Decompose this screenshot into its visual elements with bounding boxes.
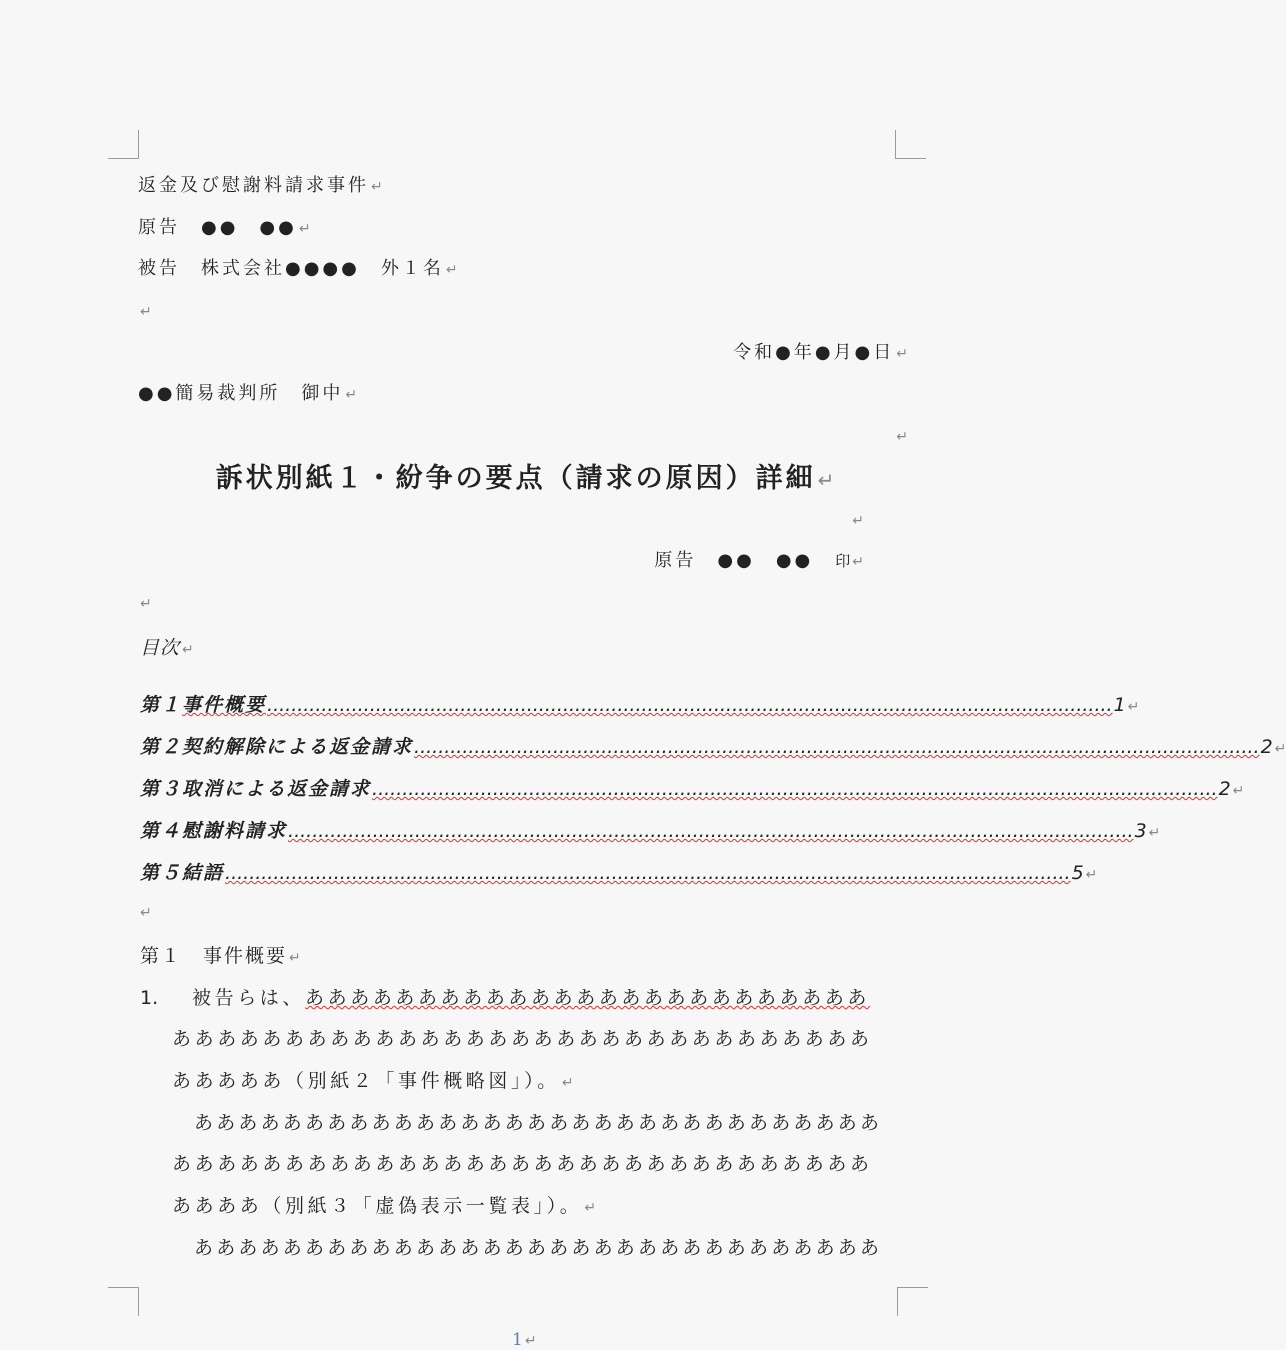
empty-line[interactable] xyxy=(138,299,152,324)
body-text: あああああああああああああああああああああああああああああああ xyxy=(194,1237,883,1259)
paragraph-mark: ↵ xyxy=(1274,741,1286,757)
body-paragraph-line[interactable] xyxy=(194,1233,882,1260)
body-paragraph-line[interactable] xyxy=(172,1066,574,1093)
document-title[interactable] xyxy=(140,456,910,495)
toc-leader-dots: ............................................................................................................................................ xyxy=(267,694,1113,716)
paragraph-mark: ↵ xyxy=(852,513,864,529)
toc-leader-dots: ............................................................................................................................................ xyxy=(372,778,1218,800)
paragraph-mark: ↵ xyxy=(1127,699,1140,715)
paragraph-mark: ↵ xyxy=(371,179,383,195)
paragraph-mark: ↵ xyxy=(140,905,152,921)
page-corner-bottom-right xyxy=(897,1287,928,1316)
paragraph-mark: ↵ xyxy=(584,1200,597,1216)
toc-entry-number: 第１ xyxy=(140,694,183,716)
page-corner-bottom-left xyxy=(108,1287,139,1316)
toc-heading[interactable] xyxy=(140,633,194,660)
signature: 原告 ●● ●● xyxy=(654,550,814,571)
paragraph-mark: ↵ xyxy=(896,429,908,445)
paragraph-mark: ↵ xyxy=(817,468,835,492)
date-line[interactable] xyxy=(140,341,908,366)
paragraph-mark: ↵ xyxy=(298,221,311,237)
empty-line[interactable] xyxy=(138,900,152,925)
paragraph-mark: ↵ xyxy=(524,1333,537,1349)
defendant: 被告 株式会社●●●● 外１名 xyxy=(138,258,444,279)
body-text: あああああああああああああああああああああああああああああああ xyxy=(194,1112,883,1134)
body-paragraph-line[interactable] xyxy=(194,1108,882,1135)
toc-entry-page: 1 xyxy=(1113,694,1126,716)
paragraph-mark: ↵ xyxy=(140,596,152,612)
paragraph-mark: ↵ xyxy=(561,1075,574,1091)
body-paragraph-line[interactable] xyxy=(172,1191,596,1218)
toc-leader-dots: ............................................................................................................................................ xyxy=(288,820,1134,842)
title-text: 訴状別紙１・紛争の要点（請求の原因）詳細 xyxy=(215,463,816,494)
toc-entry-number: 第４ xyxy=(140,820,183,842)
toc-entry-page: 5 xyxy=(1071,862,1084,884)
court: ●●簡易裁判所 御中 xyxy=(138,383,344,404)
plaintiff: 原告 ●● ●● xyxy=(138,217,297,238)
paragraph-mark: ↵ xyxy=(896,346,908,362)
body-paragraph-line[interactable] xyxy=(172,1149,873,1176)
court-line[interactable] xyxy=(138,382,357,407)
paragraph-mark: ↵ xyxy=(1085,867,1098,883)
paragraph-mark: ↵ xyxy=(1232,783,1245,799)
body-text: あああああ（別紙２「事件概略図」）。 xyxy=(172,1070,560,1092)
section-heading-text: 第１ 事件概要 xyxy=(140,945,288,967)
empty-line[interactable] xyxy=(140,424,908,449)
paragraph-lead: 被告らは、 xyxy=(192,987,306,1009)
toc-entry[interactable] xyxy=(140,690,1140,717)
toc-entry-label: 取消による返金請求 xyxy=(182,778,372,800)
list-item-number: 1. xyxy=(140,987,159,1009)
page-corner-top-right xyxy=(895,130,926,159)
toc-entry-number: 第３ xyxy=(140,778,183,800)
toc-heading-text: 目次 xyxy=(140,637,181,659)
empty-line[interactable] xyxy=(140,508,864,533)
toc-entry-number: 第５ xyxy=(140,862,183,884)
empty-line[interactable] xyxy=(138,591,152,616)
case-name-line[interactable] xyxy=(138,174,383,199)
page-number xyxy=(512,1330,537,1350)
body-paragraph-line[interactable] xyxy=(140,983,870,1010)
paragraph-mark: ↵ xyxy=(1148,825,1161,841)
body-text: あああああああああああああああああああああああああああああああ xyxy=(172,1028,873,1050)
toc-entry[interactable] xyxy=(140,774,1245,801)
paragraph-mark: ↵ xyxy=(445,262,458,278)
toc-entry-label: 事件概要 xyxy=(182,694,267,716)
body-text: あああああああああああああああああああああああああ xyxy=(305,987,871,1009)
toc-entry-page: 3 xyxy=(1134,820,1147,842)
plaintiff-line[interactable] xyxy=(138,216,311,241)
toc-entry-label: 結語 xyxy=(182,862,225,884)
page-corner-top-left xyxy=(108,130,139,159)
toc-entry-page: 2 xyxy=(1218,778,1231,800)
toc-leader-dots: ............................................................................................................................................ xyxy=(414,736,1260,758)
toc-entry-label: 慰謝料請求 xyxy=(182,820,288,842)
toc-entry-label: 契約解除による返金請求 xyxy=(182,736,414,758)
page-number-text: 1 xyxy=(512,1330,523,1350)
body-text: あああああああああああああああああああああああああああああああ xyxy=(172,1153,873,1175)
paragraph-mark: ↵ xyxy=(852,554,864,570)
signature-line[interactable] xyxy=(140,549,864,574)
toc-entry-number: 第２ xyxy=(140,736,183,758)
toc-leader-dots: ............................................................................................................................................ xyxy=(225,862,1071,884)
paragraph-mark: ↵ xyxy=(345,387,358,403)
toc-entry[interactable] xyxy=(140,816,1161,843)
date: 令和●年●月●日 xyxy=(733,342,895,363)
section-heading[interactable] xyxy=(140,941,301,968)
case-name: 返金及び慰謝料請求事件 xyxy=(138,175,369,196)
paragraph-mark: ↵ xyxy=(182,642,194,658)
defendant-line[interactable] xyxy=(138,257,458,282)
body-paragraph-line[interactable] xyxy=(172,1024,873,1051)
paragraph-mark: ↵ xyxy=(289,950,301,966)
body-text: ああああ（別紙３「虚偽表示一覧表」）。 xyxy=(172,1195,583,1217)
paragraph-mark: ↵ xyxy=(140,304,152,320)
toc-entry-page: 2 xyxy=(1260,736,1273,758)
toc-entry[interactable] xyxy=(140,858,1098,885)
seal-label: 印 xyxy=(835,552,851,570)
toc-entry[interactable] xyxy=(140,732,1286,759)
